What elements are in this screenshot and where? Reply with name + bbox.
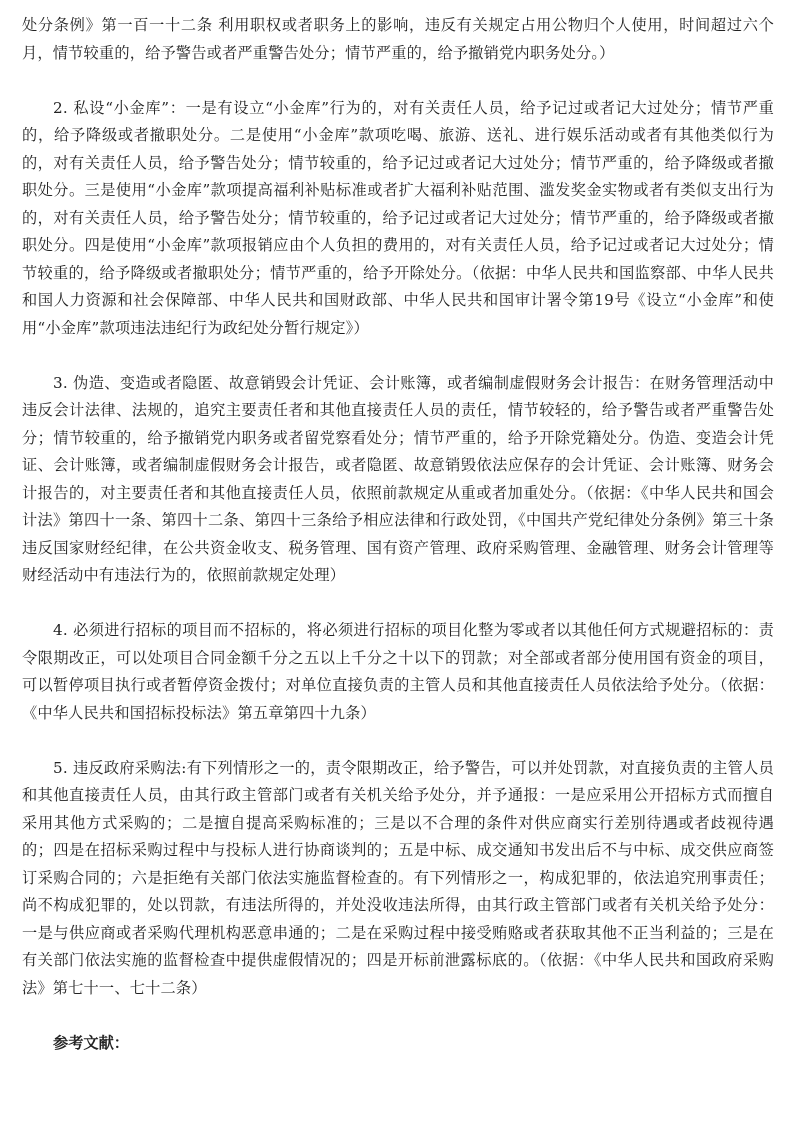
paragraph-item-3: 3. 伪造、变造或者隐匿、故意销毁会计凭证、会计账簿，或者编制虚假财务会计报告：在财务管理活动中违反会计法律、法规的，追究主要责任者和其他直接责任人员的责任，情节较轻的，给予警告或者严重警告处分；情节较重的，给予撤销党内职务或者留党察看处分；情节严重的，给予开除党籍处分。伪造、变造会计凭证、会计账簿，或者编制虚假财务会计报告，或者隐匿、故意销毁依法应保存的会计凭证、会计账簿、财务会计报告的，对主要责任者和其他直接责任人员，依照前款规定从重或者加重处分。（依据：《中华人民共和国会计法》第四十一条、第四十二条、第四十三条给予相应法律和行政处罚，《中国共产党纪律处分条例》第三十条 违反国家财经纪律，在公共资金收支、税务管理、国有资产管理、政府采购管理、金融管理、财务会计管理等财经活动中有违法行为的，依照前款规定处理）: [22, 373, 774, 584]
paragraph-continuation: 处分条例》第一百一十二条 利用职权或者职务上的影响，违反有关规定占用公物归个人使用，时间超过六个月，情节较重的，给予警告或者严重警告处分；情节严重的，给予撤销党内职务处分。）: [22, 16, 774, 62]
paragraph-item-4: 4. 必须进行招标的项目而不招标的，将必须进行招标的项目化整为零或者以其他任何方式规避招标的：责令限期改正，可以处项目合同金额千分之五以上千分之十以下的罚款；对全部或者部分使用国有资金的项目，可以暂停项目执行或者暂停资金拨付；对单位直接负责的主管人员和其他直接责任人员依法给予处分。（依据：《中华人民共和国招标投标法》第五章第四十九条）: [22, 621, 774, 722]
references-heading: 参考文献：: [53, 1033, 129, 1052]
paragraph-item-2: 2. 私设“小金库”：一是有设立“小金库”行为的，对有关责任人员，给予记过或者记大过处分；情节严重的，给予降级或者撤职处分。二是使用“小金库”款项吃喝、旅游、送礼、进行娱乐活动或者有其他类似行为的，对有关责任人员，给予警告处分；情节较重的，给予记过或者记大过处分；情节严重的，给予降级或者撤职处分。三是使用“小金库”款项提高福利补贴标准或者扩大福利补贴范围、滥发奖金实物或者有类似支出行为的，对有关责任人员，给予警告处分；情节较重的，给予记过或者记大过处分；情节严重的，给予降级或者撤职处分。四是使用“小金库”款项报销应由个人负担的费用的，对有关责任人员，给予记过或者记大过处分；情节较重的，给予降级或者撤职处分；情节严重的，给予开除处分。（依据：中华人民共和国监察部、中华人民共和国人力资源和社会保障部、中华人民共和国财政部、中华人民共和国审计署令第19号《设立“小金库”和使用“小金库”款项违法违纪行为政纪处分暂行规定》）: [22, 98, 774, 337]
paragraph-gap: [22, 727, 774, 755]
paragraph-gap: [22, 1002, 774, 1030]
paragraph-gap: [22, 342, 774, 370]
paragraph-gap: [22, 590, 774, 618]
document-page: [22, 12, 774, 1057]
paragraph-gap: [22, 67, 774, 95]
paragraph-item-5: 5. 违反政府采购法:有下列情形之一的，责令限期改正，给予警告，可以并处罚款，对直接负责的主管人员和其他直接责任人员，由其行政主管部门或者有关机关给予处分，并予通报：一是应采用公开招标方式而擅自采用其他方式采购的；二是擅自提高采购标准的；三是以不合理的条件对供应商实行差别待遇或者歧视待遇的；四是在招标采购过程中与投标人进行协商谈判的；五是中标、成交通知书发出后不与中标、成交供应商签订采购合同的；六是拒绝有关部门依法实施监督检查的。有下列情形之一，构成犯罪的，依法追究刑事责任；尚不构成犯罪的，处以罚款，有违法所得的，并处没收违法所得，由其行政主管部门或者有关机关给予处分：一是与供应商或者采购代理机构恶意串通的；二是在采购过程中接受贿赂或者获取其他不正当利益的；三是在有关部门依法实施的监督检查中提供虚假情况的；四是开标前泄露标底的。（依据：《中华人民共和国政府采购法》第七十一、七十二条）: [22, 758, 774, 997]
